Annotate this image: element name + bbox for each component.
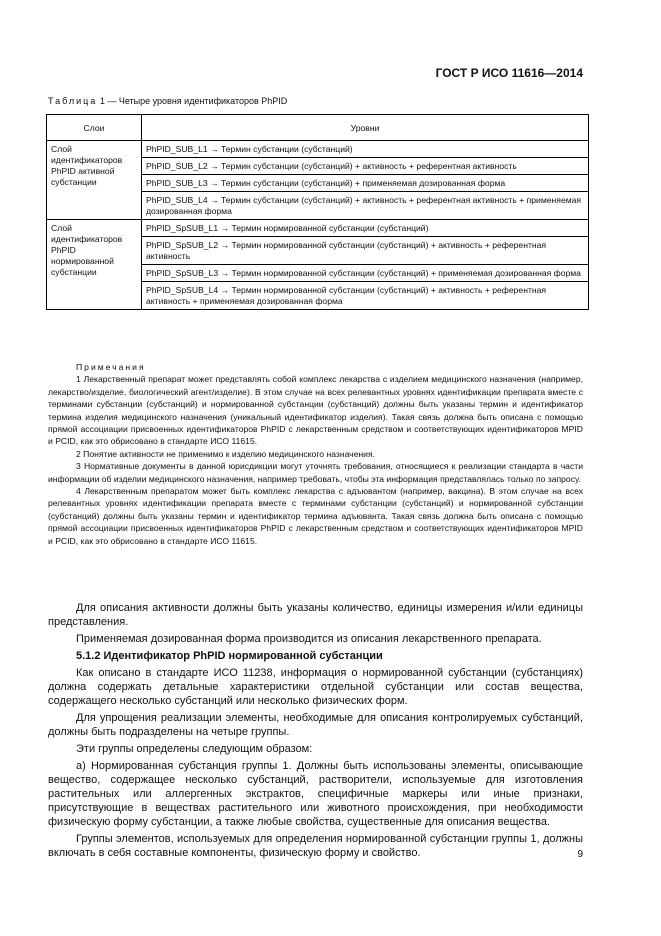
paragraph: Для описания активности должны быть указаны количество, единицы измерения и/или единицы представления.: [48, 602, 583, 628]
table-caption: [48, 96, 287, 106]
note-item: 3 Нормативные документы в данной юрисдикции могут уточнять требования, относящиеся к реализации стандарта в части информации об изделии медицинского назначения, например требовать, чтобы эта информация представлялась только по запросу.: [48, 461, 583, 484]
table-caption-text: 1 — Четыре уровня идентификаторов PhPID: [99, 96, 288, 106]
document-code: ГОСТ Р ИСО 11616—2014: [435, 66, 583, 80]
level-cell: PhPID_SpSUB_L1 → Термин нормированной субстанции (субстанций): [142, 220, 589, 237]
paragraph: Эти группы определены следующим образом:: [76, 743, 313, 755]
table-header-row: [47, 115, 589, 141]
body-text: [48, 601, 583, 863]
paragraph: Применяемая дозированная форма производится из описания лекарственного препарата.: [76, 633, 542, 645]
layer-cell: Слой идентификаторов PhPID нормированной субстанции: [47, 220, 142, 310]
col-header-levels: Уровни: [142, 115, 589, 141]
notes-title: Примечания: [76, 362, 146, 372]
note-item: 1 Лекарственный препарат может представлять собой комплекс лекарства с изделием медицинского назначения (например, лекарство/изделие, биологический агент/изделие). В этом случае на всех релевантных уровнях идентификации препарата вместе с терминами субстанции (субстанций) и нормированной субстанции (субстанций) должны быть указаны термин и идентификатор термина изделия медицинского назначения (уникальный идентификатор изделия). Такая связь должна быть описана с помощью прямой ассоциации присвоенных идентификаторов PhPID с лекарственным средством и соответствующих идентификаторов MPID и PCID, как это обрисовано в стандарте ИСО 11615.: [48, 374, 583, 447]
paragraph: Как описано в стандарте ИСО 11238, информация о нормированной субстанции (субстанциях) должна содержать детальные характеристики отдельной субстанции или состав вещества, содержащего несколько субстанций или несколько физических форм.: [48, 667, 583, 707]
level-cell: PhPID_SUB_L1 → Термин субстанции (субстанций): [142, 141, 589, 158]
level-cell: PhPID_SpSUB_L4 → Термин нормированной субстанции (субстанций) + активность + референтная активность + применяемая дозированная форма: [142, 282, 589, 310]
section-heading: 5.1.2 Идентификатор PhPID нормированной субстанции: [76, 650, 383, 662]
table-row: [47, 141, 589, 158]
col-header-layers: Слои: [47, 115, 142, 141]
table-caption-prefix: Таблица: [48, 96, 98, 106]
layer-cell: Слой идентификаторов PhPID активной субстанции: [47, 141, 142, 220]
paragraph: а) Нормированная субстанция группы 1. Должны быть использованы элементы, описывающие вещество, содержащее несколько субстанций, растворители, используемые для изготовления растительных или аллергенных экстрактов, специфичные маркеры или иные признаки, присутствующие в веществах растительного или животного происхождения, при необходимости физическую форму субстанции, а также любые свойства, существенные для описания вещества.: [48, 760, 583, 828]
note-item: 2 Понятие активности не применимо к изделию медицинского назначения.: [76, 448, 375, 459]
level-cell: PhPID_SUB_L2 → Термин субстанции (субстанций) + активность + референтная активность: [142, 158, 589, 175]
level-cell: PhPID_SpSUB_L2 → Термин нормированной субстанции (субстанций) + активность + референтная активность: [142, 237, 589, 265]
paragraph: Для упрощения реализации элементы, необходимые для описания контролируемых субстанций, должны быть подразделены на четыре группы.: [48, 712, 583, 738]
identifier-levels-table: [46, 114, 589, 310]
paragraph: Группы элементов, используемых для определения нормированной субстанции группы 1, должны включать в себя составные компоненты, физическую форму и свойство.: [48, 833, 583, 859]
level-cell: PhPID_SUB_L4 → Термин субстанции (субстанций) + активность + референтная активность + применяемая дозированная форма: [142, 192, 589, 220]
level-cell: PhPID_SpSUB_L3 → Термин нормированной субстанции (субстанций) + применяемая дозированная форма: [142, 265, 589, 282]
page-number: 9: [577, 849, 583, 860]
note-item: 4 Лекарственным препаратом может быть комплекс лекарства с адъювантом (например, вакцина). В этом случае на всех релевантных уровнях идентификации препарата вместе с терминами субстанции (субстанций) и нормированной субстанции (субстанций) должны быть указаны термин и идентификатор термина адъюванта. Такая связь должна быть описана с помощью прямой ассоциации присвоенных идентификаторов PhPID с лекарственным средством и соответствующих идентификаторов MPID и PCID, как это обрисовано в стандарте ИСО 11615.: [48, 486, 583, 546]
level-cell: PhPID_SUB_L3 → Термин субстанции (субстанций) + применяемая дозированная форма: [142, 175, 589, 192]
notes-block: [48, 361, 583, 547]
table-row: [47, 220, 589, 237]
